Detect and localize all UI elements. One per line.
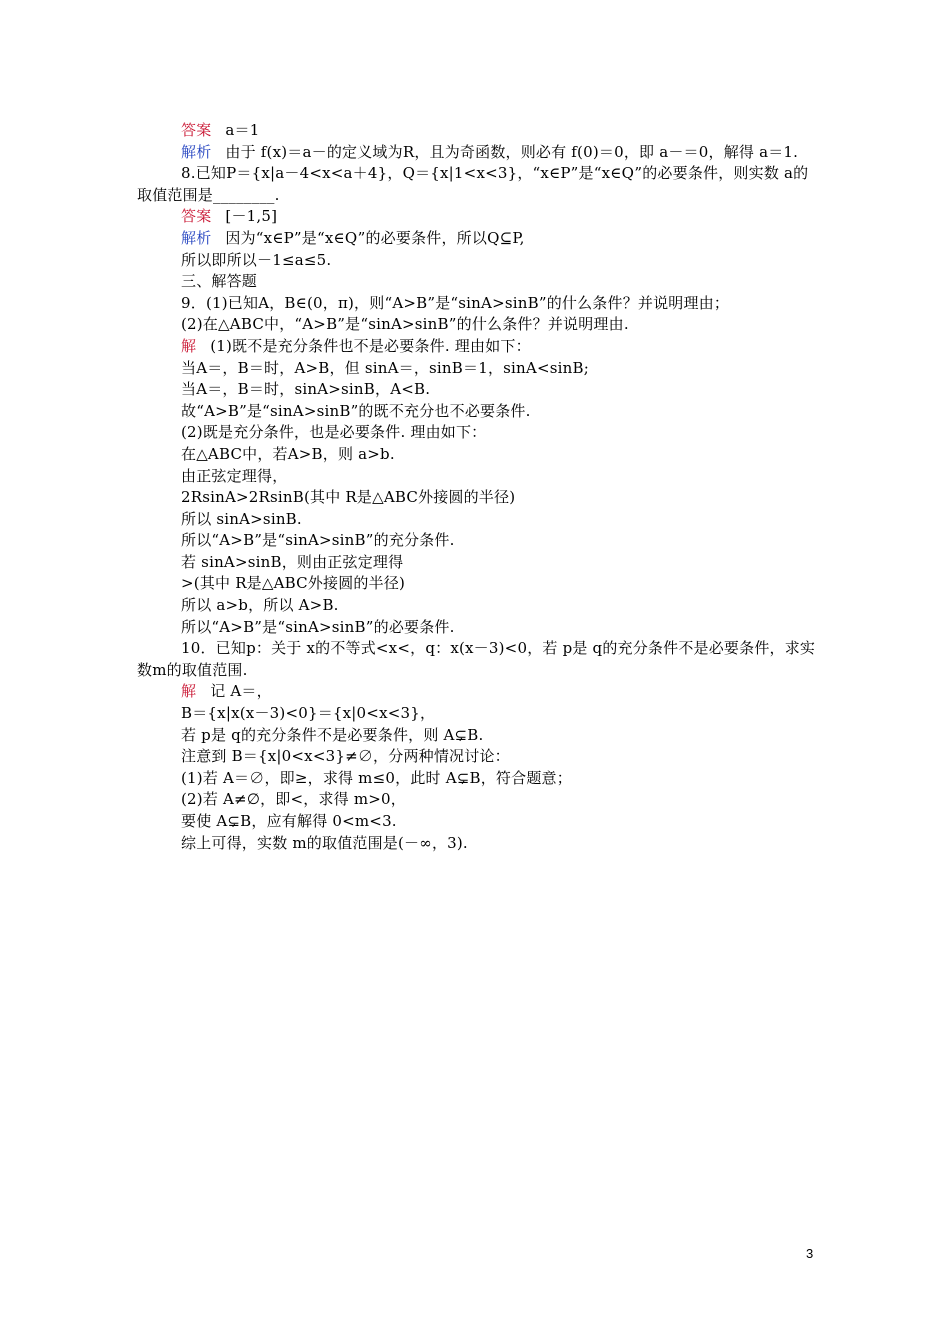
question-9-1: 9．(1)已知A，B∈(0，π)，则“A>B”是“sinA>sinB”的什么条件？并说明理由； (181, 293, 730, 312)
analysis-8: 解析 因为“x∈P”是“x∈Q”的必要条件，所以Q⊆P, (181, 228, 525, 247)
answer-8: 答案 [－1,5] (181, 207, 278, 226)
page-number: 3 (806, 1246, 814, 1261)
text-line: 若 p是 q的充分条件不是必要条件，则 A⊊B. (181, 725, 484, 744)
text-line: 要使 A⊊B，应有解得 0<m<3. (181, 812, 397, 830)
text-line: 由正弦定理得， (181, 466, 288, 485)
text-line: 所以 sinA>sinB. (181, 509, 302, 528)
text-line: 当A＝，B＝时，A>B，但 sinA＝，sinB＝1，sinA<sinB; (181, 358, 589, 377)
text-line: (2)既是充分条件，也是必要条件. 理由如下： (181, 423, 487, 442)
section-heading: 三、解答题 (181, 272, 258, 291)
answer-label: 答案 (181, 207, 212, 226)
answer-7: 答案 a＝1 (181, 121, 260, 139)
text-line: 2RsinA>2RsinB(其中 R是△ABC外接圆的半径) (181, 488, 516, 507)
question-10: 10．已知p：关于 x的不等式<x<，q：x(x－3)<0，若 p是 q的充分条件不是必要条件，求实数m的取值范围. (137, 639, 816, 679)
analysis-label: 解析 (181, 142, 212, 161)
solution-label: 解 (181, 682, 197, 701)
analysis-label: 解析 (181, 228, 212, 247)
solution-label: 解 (181, 336, 197, 355)
text-line: 所以即所以－1≤a≤5. (181, 250, 332, 269)
answer-label: 答案 (181, 121, 212, 139)
text-line: >(其中 R是△ABC外接圆的半径) (181, 574, 406, 593)
text-line: 所以“A>B”是“sinA>sinB”的必要条件. (181, 617, 455, 636)
text-line: 在△ABC中，若A>B，则 a>b. (181, 444, 395, 463)
text-line: (1)若 A＝∅，即≥，求得 m≤0，此时 A⊊B，符合题意； (181, 768, 572, 787)
conclusion-line: 综上可得，实数 m的取值范围是(－∞，3). (181, 833, 468, 852)
text-line: 当A＝，B＝时，sinA>sinB，A<B. (181, 380, 431, 399)
text-line: 注意到 B＝{x|0<x<3}≠∅，分两种情况讨论： (181, 747, 510, 766)
analysis-7: 解析 由于 f(x)＝a－的定义域为R，且为奇函数，则必有 f(0)＝0，即 a－＝0，解得 a＝1. (181, 142, 799, 161)
document-body (137, 120, 817, 854)
question-8: 8.已知P＝{x|a－4<x<a＋4}，Q＝{x|1<x<3}，“x∈P”是“x∈Q”的必要条件，则实数 a的取值范围是________. (137, 164, 809, 204)
text-line: 若 sinA>sinB，则由正弦定理得 (181, 552, 404, 571)
solution-9: 解 (1)既不是充分条件也不是必要条件. 理由如下： (181, 336, 531, 355)
text-line: 故“A>B”是“sinA>sinB”的既不充分也不必要条件. (181, 401, 531, 420)
solution-10: 解 记 A＝， (181, 682, 272, 701)
text-line: 所以 a>b，所以 A>B. (181, 596, 339, 615)
text-line: B＝{x|x(x－3)<0}＝{x|0<x<3}， (181, 704, 436, 723)
text-line: (2)若 A≠∅，即<，求得 m>0， (181, 790, 406, 809)
question-9-2: (2)在△ABC中，“A>B”是“sinA>sinB”的什么条件？并说明理由. (181, 315, 629, 334)
text-line: 所以“A>B”是“sinA>sinB”的充分条件. (181, 531, 455, 550)
